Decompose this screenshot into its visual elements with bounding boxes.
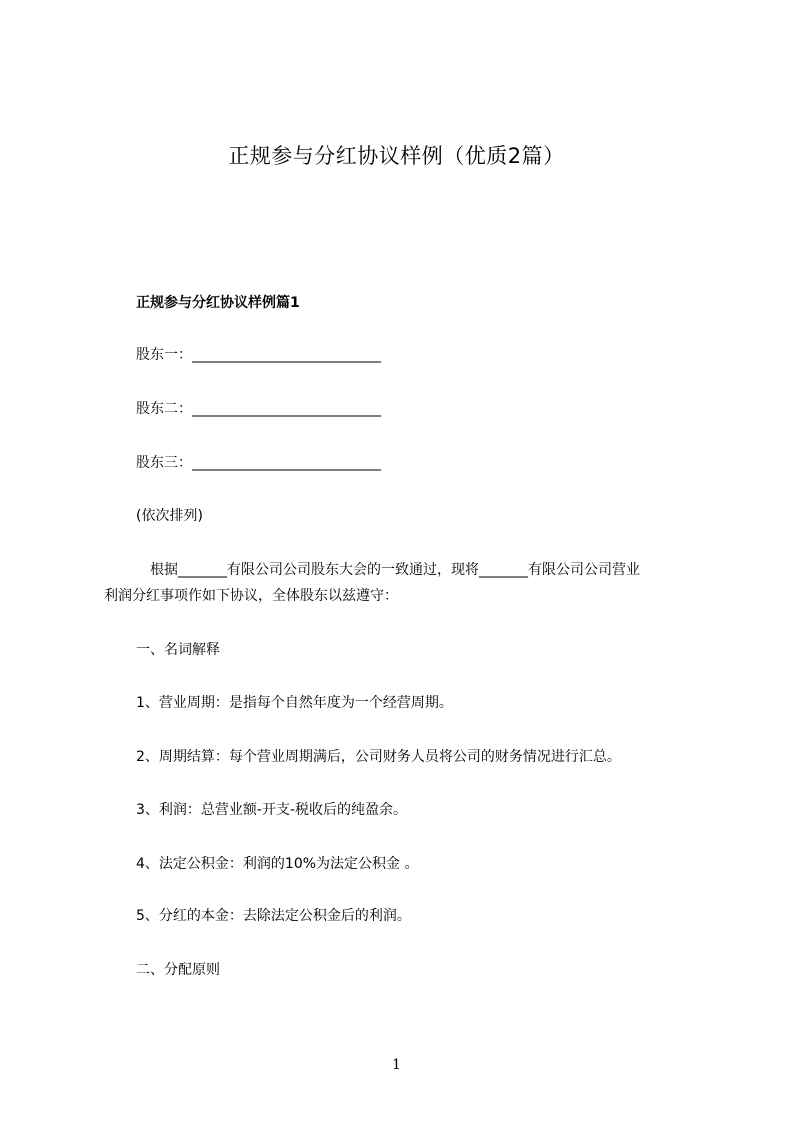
definition-item: 5、分红的本金：去除法定公积金后的利润。: [136, 908, 411, 924]
section-heading: 正规参与分红协议样例篇1: [136, 295, 300, 311]
definition-item: 3、利润：总营业额-开支-税收后的纯盈余。: [136, 802, 408, 818]
shareholder-line-3: 股东三：___________________________: [136, 455, 381, 471]
shareholder-line-2: 股东二：___________________________: [136, 401, 381, 417]
part2-heading: 二、分配原则: [136, 962, 220, 978]
page-number: 1: [392, 1057, 401, 1073]
definition-item: 2、周期结算：每个营业周期满后，公司财务人员将公司的财务情况进行汇总。: [136, 749, 621, 765]
document-title: 正规参与分红协议样例（优质2篇）: [228, 144, 565, 168]
definition-item: 1、营业周期：是指每个自然年度为一个经营周期。: [136, 695, 453, 711]
definition-item: 4、法定公积金：利润的10%为法定公积金 。: [136, 856, 419, 872]
part1-heading: 一、名词解释: [136, 642, 220, 658]
shareholder-line-1: 股东一：___________________________: [136, 347, 381, 363]
intro-paragraph-line-2: 利润分红事项作如下协议，全体股东以兹遵守：: [104, 588, 398, 604]
order-note: (依次排列): [136, 508, 203, 524]
intro-paragraph-line-1: 根据_______有限公司公司股东大会的一致通过，现将_______有限公司公司营业: [150, 562, 640, 578]
